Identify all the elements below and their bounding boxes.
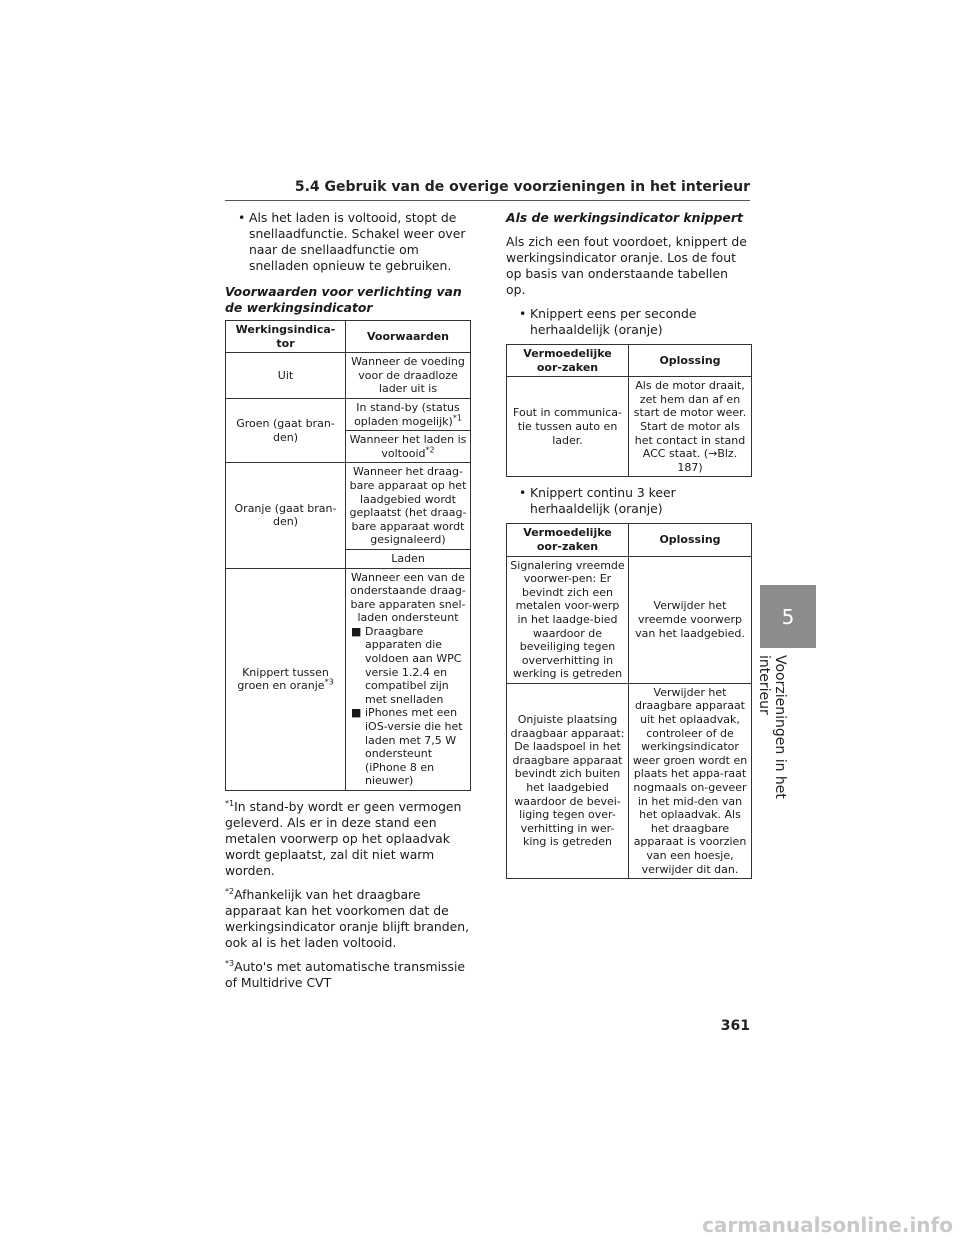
table-cell: In stand-by (status opladen mogelijk)$^{*1}$ bbox=[346, 398, 471, 430]
table-row bbox=[507, 683, 752, 878]
table-header: Werkingsindica-tor bbox=[226, 321, 346, 353]
error-table-1 bbox=[506, 344, 752, 477]
paragraph: Als zich een fout voordoet, knippert de werkingsindicator oranje. Los de fout op basis van onderstaande tabellen op. bbox=[506, 234, 747, 297]
bullet-item: • Als het laden is voltooid, stopt de snellaadfunctie. Schakel weer over naar de snellaadfunctie om snelladen opnieuw te gebruiken. bbox=[238, 210, 466, 273]
table-cell: Wanneer een van de onderstaande draag-bare apparaten snel-laden ondersteunt ■ Draagbare apparaten die voldoen aan WPC versie 1.2.4 en compatibel zijn met snelladen ■ iPhones met een iOS-versie die het laden met 7,5 W ondersteunt (iPhone 8 en nieuwer) bbox=[346, 568, 471, 791]
table-cell: Laden bbox=[346, 549, 471, 568]
chapter-tab: 5 bbox=[760, 585, 816, 648]
table-cell: Onjuiste plaatsing draagbaar apparaat: De laadspoel in het draagbare apparaat bevindt zich buiten het laadgebied waardoor de bevei-liging tegen over-verhitting in wer-king is getreden bbox=[507, 683, 629, 878]
table-header: Oplossing bbox=[629, 524, 752, 556]
error-table-2 bbox=[506, 523, 752, 879]
table-header: Oplossing bbox=[629, 345, 752, 377]
indicator-conditions-table bbox=[225, 320, 471, 791]
table-cell: Uit bbox=[226, 353, 346, 399]
page-number: 361 bbox=[720, 1018, 750, 1034]
table-row bbox=[507, 377, 752, 477]
left-column bbox=[225, 210, 470, 999]
chapter-title: Voorzieningen in het interieur bbox=[756, 655, 788, 799]
section-heading: Als de werkingsindicator knippert bbox=[506, 210, 743, 225]
table-header: Vermoedelijke oor-zaken bbox=[507, 524, 629, 556]
table-cell: Als de motor draait, zet hem dan af en start de motor weer. Start de motor als het contact in stand ACC staat. (→Blz. 187) bbox=[629, 377, 752, 477]
list-item: ■ Draagbare apparaten die voldoen aan WPC versie 1.2.4 en compatibel zijn met snelladen bbox=[351, 624, 462, 706]
table-cell: Groen (gaat bran-den) bbox=[226, 398, 346, 462]
bullet-item: • Knippert eens per seconde herhaaldelijk (oranje) bbox=[519, 306, 697, 337]
right-column bbox=[506, 210, 751, 887]
table-row bbox=[226, 398, 471, 430]
table-row bbox=[226, 463, 471, 550]
footnote: $^{*1}$In stand-by wordt er geen vermogen geleverd. Als er in deze stand een metalen voorwerp op het oplaadvak wordt geplaatst, zal dit niet warm worden. bbox=[225, 798, 462, 878]
table-cell: Wanneer het draag-bare apparaat op het laadgebied wordt geplaatst (het draag-bare apparaat wordt gesignaleerd) bbox=[346, 463, 471, 550]
table-header-row bbox=[507, 524, 752, 556]
table-cell: Fout in communica-tie tussen auto en lader. bbox=[507, 377, 629, 477]
table-cell: Wanneer de voeding voor de draadloze lader uit is bbox=[346, 353, 471, 399]
square-bullet-icon: ■ bbox=[351, 706, 362, 720]
table-header: Vermoedelijke oor-zaken bbox=[507, 345, 629, 377]
table-cell: Verwijder het draagbare apparaat uit het oplaadvak, controleer of de werkingsindicator weer groen wordt en plaats het appa-raat nogmaals on-geveer in het mid-den van het oplaadvak. Als het draagbare apparaat is voorzien van een hoesje, verwijder dit dan. bbox=[629, 683, 752, 878]
list-item: ■ iPhones met een iOS-versie die het laden met 7,5 W ondersteunt (iPhone 8 en nieuwer) bbox=[351, 706, 463, 788]
footnote: $^{*3}$Auto's met automatische transmissie of Multidrive CVT bbox=[225, 958, 466, 990]
table-header-row bbox=[507, 345, 752, 377]
table-row bbox=[507, 556, 752, 683]
table-row bbox=[226, 353, 471, 399]
table-header: Voorwaarden bbox=[346, 321, 471, 353]
table-cell: Verwijder het vreemde voorwerp van het laadgebied. bbox=[629, 556, 752, 683]
footnote: $^{*2}$Afhankelijk van het draagbare apparaat kan het voorkomen dat de werkingsindicator oranje blijft branden, ook al is het laden voltooid. bbox=[225, 886, 470, 950]
table-row bbox=[226, 568, 471, 791]
bullet-item: • Knippert continu 3 keer herhaaldelijk (oranje) bbox=[519, 485, 676, 517]
table-cell: Knippert tussen groen en oranje$^{*3}$ bbox=[226, 568, 346, 791]
table-cell: Signalering vreemde voorwer-pen: Er bevindt zich een metalen voor-werp in het laadge-bied waardoor de beveiliging tegen oververhitting in werking is getreden bbox=[507, 556, 629, 683]
square-bullet-icon: ■ bbox=[351, 624, 362, 638]
section-header: 5.4 Gebruik van de overige voorzieningen in het interieur bbox=[225, 178, 750, 201]
table-cell: Wanneer het laden is voltooid$^{*2}$ bbox=[346, 431, 471, 463]
watermark: carmanualsonline.info bbox=[702, 1213, 953, 1237]
table-header-row bbox=[226, 321, 471, 353]
section-heading: Voorwaarden voor verlichting van de werkingsindicator bbox=[225, 284, 462, 315]
table-cell: Oranje (gaat bran-den) bbox=[226, 463, 346, 568]
